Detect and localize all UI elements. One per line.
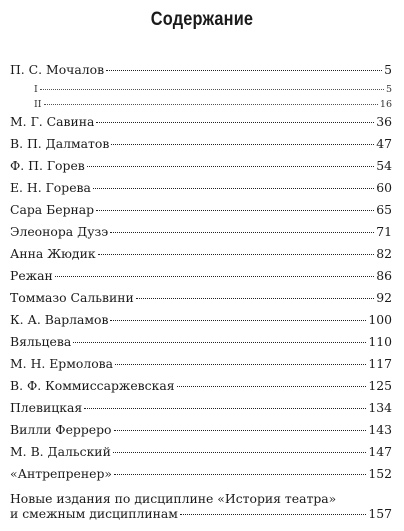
toc-entry-label: М. Г. Савина [10,114,95,129]
toc-entry[interactable] [10,312,392,334]
page-title: Содержание [150,9,254,30]
dot-leader [84,408,366,409]
toc-entry-label: Вяльцева [10,334,72,349]
dot-leader [136,298,374,299]
toc-entry[interactable] [10,114,392,136]
dot-leader [110,320,366,321]
toc-page-number: 143 [368,422,392,437]
toc-page-number: 92 [376,290,392,305]
toc-entry-label: М. В. Дальский [10,444,111,459]
dot-leader [106,70,382,71]
toc-entry-label-continued: и смежным дисциплинам [10,506,178,521]
toc-entry-label: К. А. Варламов [10,312,109,327]
toc-page-number: 110 [368,334,392,349]
dot-leader [93,188,374,189]
toc-entry[interactable] [10,356,392,378]
toc-page-number: 134 [368,400,392,415]
toc-entry[interactable] [10,158,392,180]
toc-entry[interactable] [10,202,392,224]
toc-entry-label: Сара Бернар [10,202,95,217]
toc-entry-line [10,506,392,523]
toc-page-number: 16 [379,99,392,110]
toc-page-number: 86 [376,268,392,283]
toc-entry-label: В. П. Далматов [10,136,110,151]
toc-entry[interactable] [10,422,392,444]
toc-subentry[interactable] [10,84,392,99]
toc-entry[interactable] [10,62,392,84]
dot-leader [177,386,367,387]
toc-page-number: 147 [368,444,392,459]
dot-leader [110,232,374,233]
dot-leader [96,210,374,211]
toc-subentry[interactable] [10,99,392,114]
dot-leader [111,144,374,145]
dot-leader [98,254,375,255]
dot-leader [87,166,374,167]
toc-entry[interactable] [10,466,392,488]
toc-entry-label: В. Ф. Коммиссаржевская [10,378,175,393]
toc-entry[interactable] [10,136,392,158]
toc-page-number: 5 [384,62,392,77]
toc-entry[interactable] [10,491,392,523]
toc-entry-label: Анна Жюдик [10,246,96,261]
toc-page-number: 100 [368,312,392,327]
toc-entry-label: I [34,84,38,95]
dot-leader [114,474,366,475]
toc-entry-label: Элеонора Дузэ [10,224,109,239]
toc-entry[interactable] [10,224,392,246]
toc-page-number: 65 [376,202,392,217]
toc-entry-label: П. С. Мочалов [10,62,105,77]
toc-entry-label: Плевицкая [10,400,83,415]
table-of-contents [10,62,392,523]
toc-page-number: 82 [376,246,392,261]
toc-entry-label: II [34,99,42,110]
dot-leader [115,364,366,365]
toc-entry-label: Новые издания по дисциплине «История театра» [10,491,337,506]
toc-page-number: 125 [368,378,392,393]
toc-page-number: 117 [368,356,392,371]
dot-leader [180,514,366,515]
toc-entry[interactable] [10,444,392,466]
toc-entry[interactable] [10,378,392,400]
toc-page-number: 60 [376,180,392,195]
toc-page-number: 157 [368,506,392,521]
toc-entry-label: Ф. П. Горев [10,158,85,173]
toc-entry-label: Вилли Ферреро [10,422,112,437]
dot-leader [40,89,384,90]
toc-entry[interactable] [10,400,392,422]
dot-leader [55,276,375,277]
toc-entry-label: Томмазо Сальвини [10,290,134,305]
dot-leader [73,342,366,343]
dot-leader [96,122,374,123]
toc-page-number: 36 [376,114,392,129]
toc-page-number: 152 [368,466,392,481]
toc-page-number: 71 [376,224,392,239]
dot-leader [44,104,378,105]
toc-entry-label: Е. Н. Горева [10,180,91,195]
toc-page-number: 54 [376,158,392,173]
toc-entry[interactable] [10,290,392,312]
toc-page-number: 5 [385,84,392,95]
toc-entry-label: Режан [10,268,53,283]
toc-entry[interactable] [10,334,392,356]
toc-entry[interactable] [10,246,392,268]
toc-entry[interactable] [10,268,392,290]
toc-entry-label: «Антрепренер» [10,466,112,481]
dot-leader [113,452,367,453]
dot-leader [114,430,367,431]
toc-entry-label: М. Н. Ермолова [10,356,114,371]
toc-entry[interactable] [10,180,392,202]
toc-page-number: 47 [376,136,392,151]
